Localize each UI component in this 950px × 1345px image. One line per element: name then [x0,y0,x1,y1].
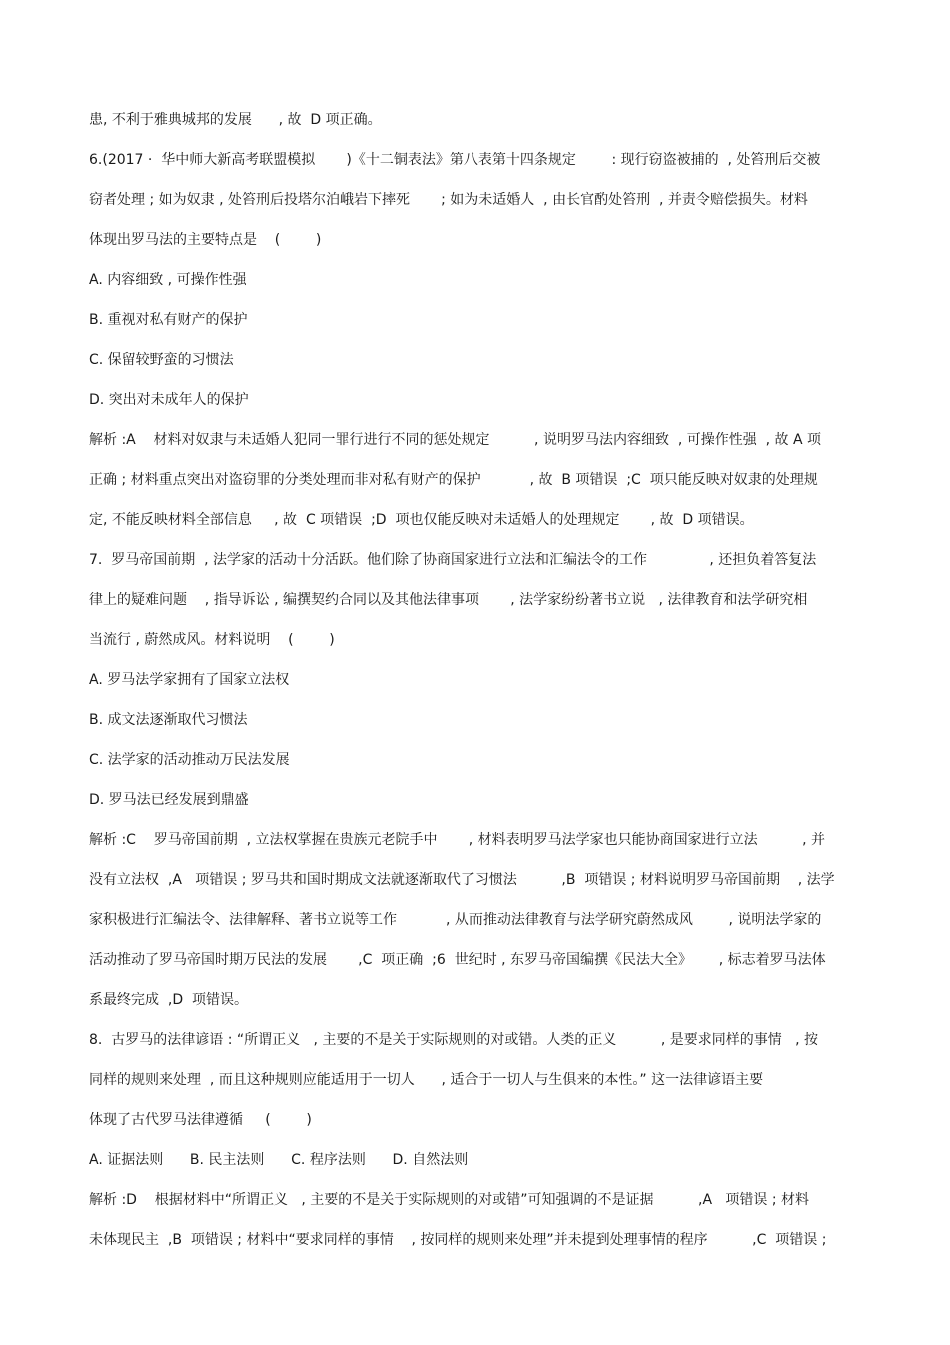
question-6-option-c: C. 保留较野蛮的习惯法 [89,352,234,368]
question-8-stem: 同样的规则来处理 , 而且这种规则应能适用于一切人 , 适合于一切人与生俱来的本性。” 这一法律谚语主要 [89,1072,764,1088]
question-7-analysis: 没有立法权 ,A 项错误 ; 罗马共和国时期成文法就逐渐取代了习惯法 ,B 项错误 ; 材料说明罗马帝国前期 , 法学 [89,872,835,888]
question-6-analysis: 定, 不能反映材料全部信息 , 故 C 项错误 ;D 项也仅能反映对未适婚人的处理规定 , 故 D 项错误。 [89,512,754,528]
question-8-options: A. 证据法则 B. 民主法则 C. 程序法则 D. 自然法则 [89,1152,469,1168]
question-8-stem: 体现了古代罗马法律遵循 ( ) [89,1112,312,1128]
question-7-analysis: 系最终完成 ,D 项错误。 [89,992,249,1008]
question-6-stem: 体现出罗马法的主要特点是 ( ) [89,232,322,248]
question-7-stem: 当流行 , 蔚然成风。材料说明 ( ) [89,632,335,648]
text-line: 患, 不利于雅典城邦的发展 , 故 D 项正确。 [89,112,382,128]
question-7-analysis: 活动推动了罗马帝国时期万民法的发展 ,C 项正确 ;6 世纪时 , 东罗马帝国编撰《民法大全》 , 标志着罗马法体 [89,952,826,968]
question-6-stem: 窃者处理 ; 如为奴隶 , 处笞刑后投塔尔泊峨岩下摔死 ; 如为未适婚人 , 由长官酌处笞刑 , 并责令赔偿损失。材料 [89,192,808,208]
question-7-option-c: C. 法学家的活动推动万民法发展 [89,752,290,768]
question-7-analysis: 家积极进行汇编法令、法律解释、著书立说等工作 , 从而推动法律教育与法学研究蔚然成风 , 说明法学家的 [89,912,822,928]
question-7-stem: 律上的疑难问题 , 指导诉讼 , 编撰契约合同以及其他法律事项 , 法学家纷纷著书立说 , 法律教育和法学研究相 [89,592,808,608]
question-8-analysis: 未体现民主 ,B 项错误 ; 材料中“要求同样的事情 , 按同样的规则来处理”并未提到处理事情的程序 ,C 项错误 ; [89,1232,827,1248]
question-6-option-b: B. 重视对私有财产的保护 [89,312,248,328]
question-8-analysis: 解析 :D 根据材料中“所谓正义 , 主要的不是关于实际规则的对或错”可知强调的不是证据 ,A 项错误 ; 材料 [89,1192,809,1208]
question-7-option-d: D. 罗马法已经发展到鼎盛 [89,792,249,808]
question-6-option-d: D. 突出对未成年人的保护 [89,392,249,408]
question-6-analysis: 正确 ; 材料重点突出对盗窃罪的分类处理而非对私有财产的保护 , 故 B 项错误 ;C 项只能反映对奴隶的处理规 [89,472,818,488]
question-8-stem: 8. 古罗马的法律谚语 : “所谓正义 , 主要的不是关于实际规则的对或错。人类的正义 , 是要求同样的事情 , 按 [89,1032,819,1048]
question-7-analysis: 解析 :C 罗马帝国前期 , 立法权掌握在贵族元老院手中 , 材料表明罗马法学家也只能协商国家进行立法 , 并 [89,832,825,848]
question-7-option-b: B. 成文法逐渐取代习惯法 [89,712,248,728]
question-7-option-a: A. 罗马法学家拥有了国家立法权 [89,672,290,688]
question-7-stem: 7. 罗马帝国前期 , 法学家的活动十分活跃。他们除了协商国家进行立法和汇编法令的工作 , 还担负着答复法 [89,552,817,568]
question-6-analysis: 解析 :A 材料对奴隶与未适婚人犯同一罪行进行不同的惩处规定 , 说明罗马法内容细致 , 可操作性强 , 故 A 项 [89,432,822,448]
question-6-option-a: A. 内容细致 , 可操作性强 [89,272,247,288]
question-6-stem: 6.(2017 · 华中师大新高考联盟模拟 )《十二铜表法》第八表第十四条规定 : 现行窃盗被捕的 , 处笞刑后交被 [89,152,821,168]
